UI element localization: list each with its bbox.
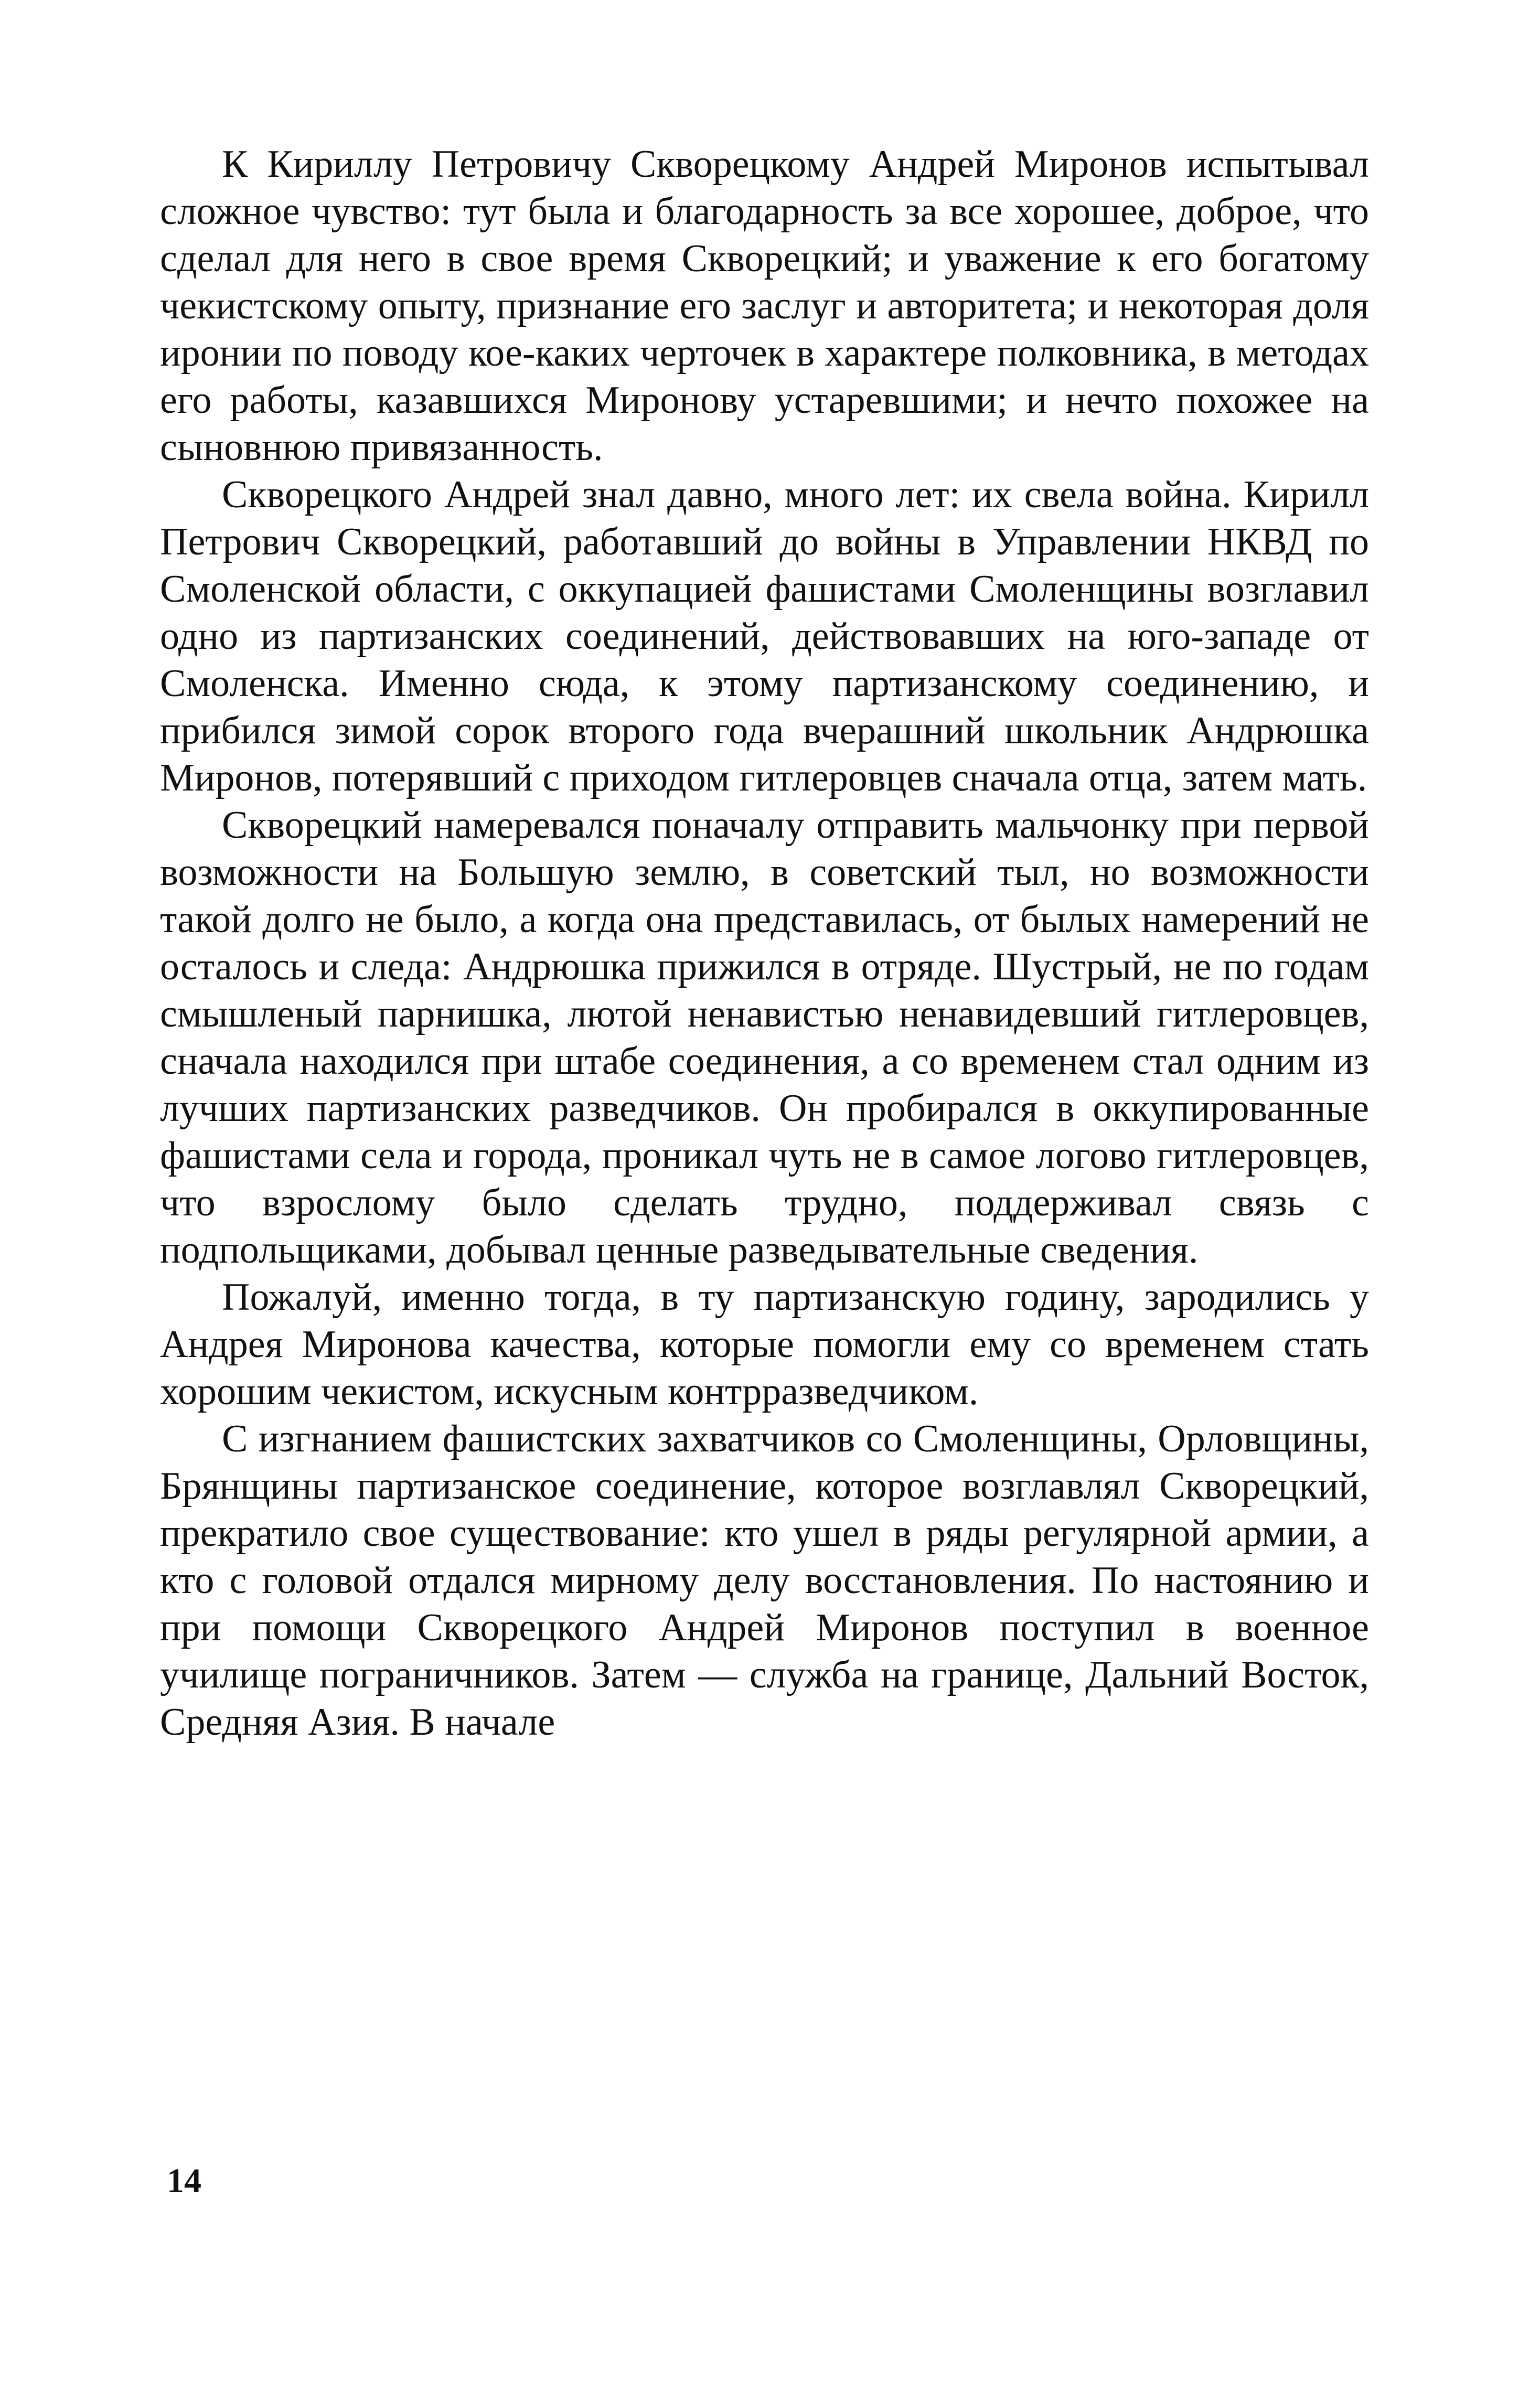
- text-column: [160, 141, 1369, 1746]
- paragraph-5: С изгнанием фашистских захватчиков со Смоленщины, Орловщины, Брянщины партизанское соединение, которое возглавлял Скворецкий, прекратило свое существование: кто ушел в ряды регулярной армии, а кто с головой отдался мирному делу восстановления. По настоянию и при помощи Скворецкого Андрей Миронов поступил в военное училище пограничников. Затем — служба на границе, Дальний Восток, Средняя Азия. В начале: [160, 1417, 1369, 1744]
- paragraph-1: К Кириллу Петровичу Скворецкому Андрей Миронов испытывал сложное чувство: тут была и благодарность за все хорошее, доброе, что сделал для него в свое время Скворецкий; и уважение к его богатому чекистскому опыту, признание его заслуг и авторитета; и некоторая доля иронии по поводу кое-каких черточек в характере полковника, в методах его работы, казавшихся Миронову устаревшими; и нечто похожее на сыновнюю привязанность.: [160, 143, 1369, 469]
- paragraph-3: Скворецкий намеревался поначалу отправить мальчонку при первой возможности на Большую землю, в советский тыл, но возможности такой долго не было, а когда она представилась, от былых намерений не осталось и следа: Андрюшка прижился в отряде. Шустрый, не по годам смышленый парнишка, лютой ненавистью ненавидевший гитлеровцев, сначала находился при штабе соединения, а со временем стал одним из лучших партизанских разведчиков. Он пробирался в оккупированные фашистами села и города, проникал чуть не в самое логово гитлеровцев, что взрослому было сделать трудно, поддерживал связь с подпольщиками, добывал ценные разведывательные сведения.: [160, 804, 1369, 1272]
- paragraph-4: Пожалуй, именно тогда, в ту партизанскую годину, зародились у Андрея Миронова качества, которые помогли ему со временем стать хорошим чекистом, искусным контрразведчиком.: [160, 1276, 1369, 1413]
- paragraph-2: Скворецкого Андрей знал давно, много лет: их свела война. Кирилл Петрович Скворецкий, работавший до войны в Управлении НКВД по Смоленской области, с оккупацией фашистами Смоленщины возглавил одно из партизанских соединений, действовавших на юго-западе от Смоленска. Именно сюда, к этому партизанскому соединению, и прибился зимой сорок второго года вчерашний школьник Андрюшка Миронов, потерявший с приходом гитлеровцев сначала отца, затем мать.: [160, 473, 1369, 799]
- page-number: 14: [167, 2162, 201, 2200]
